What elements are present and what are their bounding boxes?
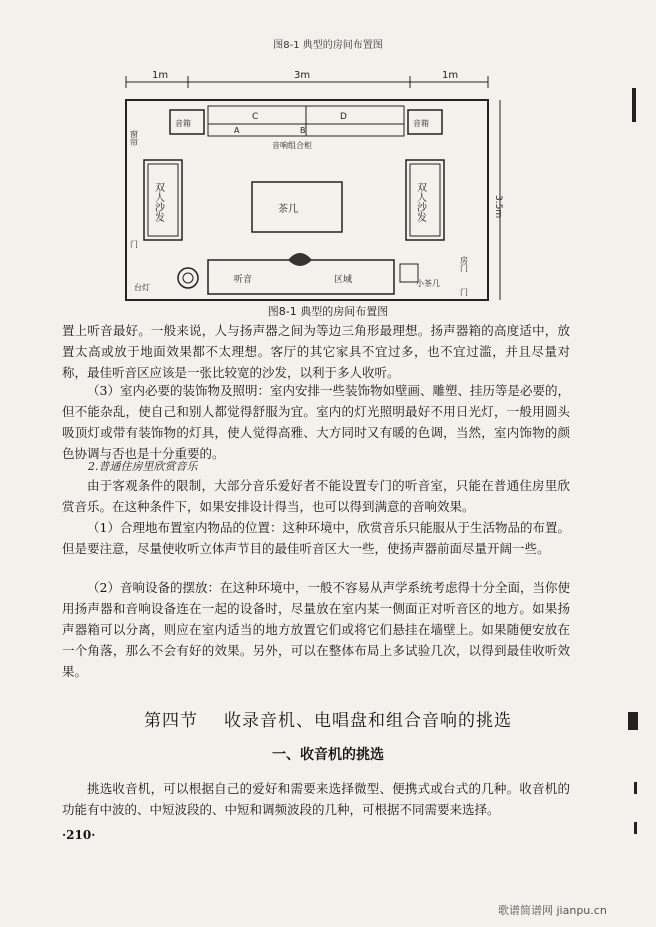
dim-3m: 3m	[294, 70, 311, 81]
door-right-label-2: 门	[459, 288, 469, 296]
paragraph-1: 置上听音最好。一般来说，人与扬声器之间为等边三角形最理想。扬声器箱的高度适中，放置太高或放于地面效果都不太理想。客厅的其它家具不宜过多，也不宜过滥，并且尽量对称，最佳听音区应该是一张比较宽的沙发，以利于多人收听。	[62, 323, 570, 380]
speaker-left-label: 音箱	[175, 119, 191, 128]
subheading-2: 2.普通住房里欣赏音乐	[88, 460, 198, 473]
sofa-right-label: 双人沙发	[414, 182, 426, 222]
paragraph-4: （1）合理地布置室内物品的位置：这种环境中，欣赏音乐只能服从于生活物品的布置。但是要注意，尽量使收听立体声节目的最佳听音区大一些，使扬声器前面尽量开阔一些。	[62, 520, 570, 556]
dim-3-5m: 3.5m	[493, 195, 503, 219]
door-right-label: 房门	[459, 256, 469, 272]
paragraph-6: 挑选收音机，可以根据自己的爱好和需要来选择微型、便携式或台式的几种。收音机的功能有中波的、中短波段的、中短和调频波段的几种，可根据不同需要来选择。	[62, 781, 570, 817]
figure-caption: 图8-1 典型的房间布置图	[267, 305, 389, 318]
paragraph-5: （2）音响设备的摆放：在这种环境中，一般不容易从声学系统考虑得十分全面，当你使用扬声器和音响设备连在一起的设备时，尽量放在室内某一侧面正对听音区的地方。如果扬声器箱可以分离，则应在室内适当的地方放置它们或将它们悬挂在墙壁上。如果随便安放在一个角落，那么不会有好的效果。另外，可以在整体布局上多试验几次，以得到最佳收听效果。	[62, 580, 570, 679]
room-layout-figure	[112, 60, 512, 310]
small-table-label: 小茶几	[416, 279, 440, 288]
scan-edge-mark	[634, 782, 637, 794]
cabinet-b-label: B	[300, 126, 306, 135]
cabinet-c-label: C	[252, 112, 259, 122]
sofa-left-label: 双人沙发	[152, 182, 164, 222]
section-number: 第四节	[144, 711, 198, 731]
scan-edge-mark	[628, 712, 638, 730]
door-left-label: 门	[129, 240, 139, 248]
figure-caption-top: 图8-1 典型的房间布置图	[273, 40, 383, 51]
tea-table-label: 茶几	[278, 204, 298, 215]
page-number: ·210·	[62, 828, 96, 842]
cabinet-d-label: D	[340, 112, 347, 122]
scan-edge-mark	[634, 822, 637, 834]
dim-1m-left: 1m	[152, 70, 169, 81]
paragraph-2: （3）室内必要的装饰物及照明：室内安排一些装饰物如壁画、雕塑、挂历等是必要的，但不能杂乱，使自己和别人都觉得舒服为宜。室内的灯光照明最好不用日光灯，一般用圆头吸顶灯或带有装饰物的灯具，使人觉得高雅、大方同时又有暖的色调，当然，室内饰物的颜色协调与否也是十分重要的。	[62, 383, 570, 461]
watermark: 歌谱简谱网 jianpu.cn	[498, 904, 607, 917]
subsection-title: 一、收音机的挑选	[272, 747, 384, 763]
cabinet-name-label: 音响组合柜	[272, 141, 312, 150]
listen-area-label-1: 听音	[234, 275, 253, 285]
scan-edge-mark	[632, 88, 636, 122]
section-title-text: 收录音机、电唱盘和组合音响的挑选	[224, 711, 512, 731]
listen-area-label-2: 区域	[334, 275, 353, 285]
paragraph-3: 由于客观条件的限制，大部分音乐爱好者不能设置专门的听音室，只能在普通住房里欣赏音乐。在这种条件下，如果安排设计得当，也可以得到满意的音响效果。	[62, 478, 570, 514]
speaker-right-label: 音箱	[413, 119, 429, 128]
cabinet-a-label: A	[234, 126, 240, 135]
dim-1m-right: 1m	[442, 70, 459, 81]
lamp-label: 台灯	[134, 283, 150, 292]
section-title	[0, 706, 656, 731]
window-curtain-label: 窗帘	[129, 130, 139, 146]
